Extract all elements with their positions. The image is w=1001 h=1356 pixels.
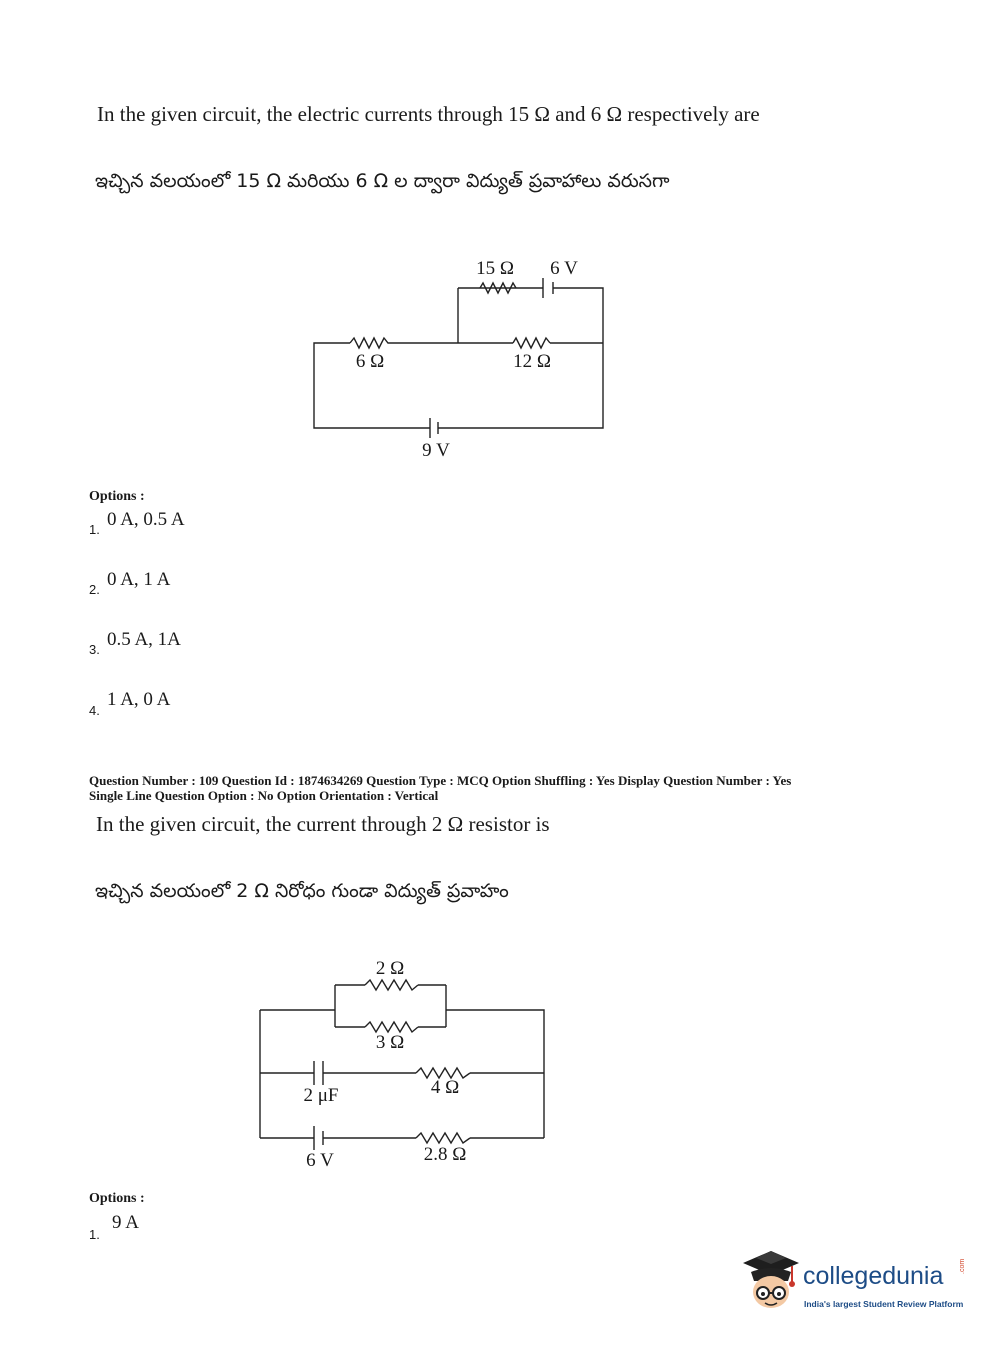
resistor-3-ohm: [365, 1022, 418, 1032]
option-number: 2.: [89, 582, 100, 597]
resistor-6-ohm: [350, 338, 392, 348]
question-2-text-en: In the given circuit, the current through 2 Ω resistor is: [96, 812, 550, 836]
logo-tagline: India's largest Student Review Platform: [804, 1299, 964, 1309]
label-4-ohm: 4 Ω: [430, 1077, 460, 1098]
question-2-meta-line-1: Question Number : 109 Question Id : 1874634269 Question Type : MCQ Option Shuffling : Yes Display Question Number : Yes: [89, 773, 792, 788]
label-2uf: 2 μF: [303, 1085, 339, 1106]
logo-name: collegedunia: [803, 1262, 944, 1290]
resistor-12-ohm: [513, 338, 550, 348]
question-1-text-en: In the given circuit, the electric currents through 15 Ω and 6 Ω respectively are: [97, 102, 760, 126]
mascot-icon: [742, 1250, 800, 1316]
circuit-diagram-2: [250, 950, 560, 1180]
option-text: 1 A, 0 A: [107, 689, 171, 710]
label-6v: 6 V: [550, 258, 578, 279]
option-number: 1.: [89, 522, 100, 537]
logo-suffix: .com: [959, 1258, 966, 1274]
circuit-2-wires: [260, 985, 544, 1138]
label-2-8-ohm: 2.8 Ω: [423, 1144, 467, 1165]
option-text: 0 A, 1 A: [107, 569, 171, 590]
resistor-2-ohm: [365, 980, 418, 990]
question-2-text-te: ఇచ్చిన వలయంలో 2 Ω నిరోధం గుండా విద్యుత్ ప్రవాహం: [95, 880, 509, 902]
label-15-ohm: 15 Ω: [476, 258, 514, 279]
label-6-ohm: 6 Ω: [355, 351, 385, 372]
question-1-text-te: ఇచ్చిన వలయంలో 15 Ω మరియు 6 Ω ల ద్వారా విద్యుత్ ప్రవాహాలు వరుసగా: [95, 170, 670, 192]
option-number: 1.: [89, 1227, 100, 1242]
options-heading-1: Options :: [89, 489, 145, 504]
options-heading-2: Options :: [89, 1191, 145, 1206]
option-text: 0 A, 0.5 A: [107, 509, 185, 530]
label-9v: 9 V: [422, 440, 450, 461]
label-6v: 6 V: [306, 1150, 334, 1171]
option-text: 9 A: [112, 1212, 139, 1233]
option-number: 3.: [89, 642, 100, 657]
label-3-ohm: 3 Ω: [375, 1032, 405, 1053]
collegedunia-logo[interactable]: [742, 1250, 972, 1316]
question-2-meta-line-2: Single Line Question Option : No Option Orientation : Vertical: [89, 788, 439, 803]
resistor-2-8-ohm: [416, 1133, 470, 1143]
option-number: 4.: [89, 703, 100, 718]
label-12-ohm: 12 Ω: [513, 351, 551, 372]
circuit-diagram-1: [300, 250, 620, 465]
option-text: 0.5 A, 1A: [107, 629, 181, 650]
label-2-ohm: 2 Ω: [375, 958, 405, 979]
